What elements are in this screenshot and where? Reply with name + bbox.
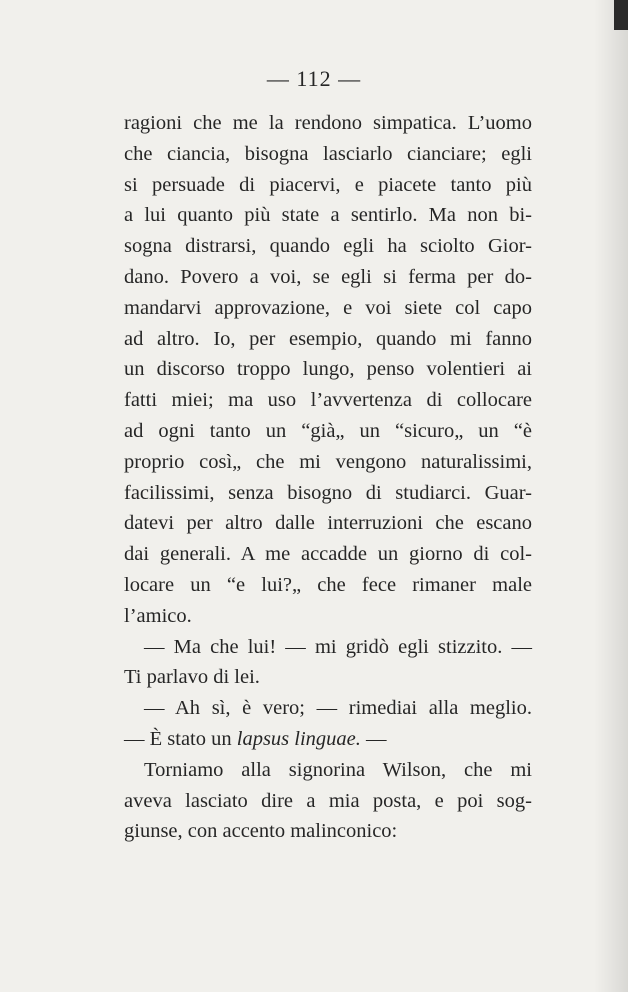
text-line-segment: sogna distrarsi, quando egli ha sciolto Gior- — [124, 235, 532, 258]
text-line-segment: proprio così„ che mi vengono naturalissimi, — [124, 450, 532, 473]
text-line-segment: — È stato un — [124, 727, 237, 750]
text-line — [124, 385, 532, 416]
text-line-segment: Torniamo alla signorina Wilson, che mi — [144, 758, 532, 781]
italic-phrase: lapsus linguae. — [236, 727, 361, 750]
text-line — [124, 231, 532, 262]
text-line-segment: — Ma che lui! — mi gridò egli stizzito. — — [144, 635, 532, 658]
text-line — [124, 478, 532, 509]
text-line — [124, 200, 532, 231]
text-line — [124, 662, 532, 693]
text-line — [124, 693, 532, 724]
text-line — [124, 632, 532, 663]
text-line-segment: dano. Povero a voi, se egli si ferma per do- — [124, 265, 532, 288]
text-line-segment: mandarvi approvazione, e voi siete col capo — [124, 296, 532, 319]
text-line-segment: fatti miei; ma uso l’avvertenza di collocare — [124, 389, 532, 412]
text-line — [124, 570, 532, 601]
text-line — [124, 786, 532, 817]
text-line-segment: — — [360, 727, 387, 750]
text-line-segment: facilissimi, senza bisogno di studiarci. Guar- — [124, 481, 532, 504]
text-line-segment: un discorso troppo lungo, penso volentieri ai — [124, 358, 532, 381]
text-line — [124, 170, 532, 201]
text-line-segment: — Ah sì, è vero; — rimediai alla meglio. — [144, 697, 532, 720]
text-line — [124, 816, 532, 847]
text-line-segment: ad ogni tanto un “già„ un “sicuro„ un “è — [124, 419, 532, 442]
text-line — [124, 108, 532, 139]
text-line — [124, 324, 532, 355]
text-line — [124, 416, 532, 447]
text-line-segment: si persuade di piacervi, e piacete tanto più — [124, 173, 532, 196]
text-line-segment: aveva lasciato dire a mia posta, e poi sog- — [124, 789, 532, 812]
body-text — [124, 108, 532, 847]
text-line-segment: che ciancia, bisogna lasciarlo cianciare; egli — [124, 142, 532, 165]
text-line-segment: l’amico. — [124, 604, 192, 627]
text-line-segment: ragioni che me la rendono simpatica. L’uomo — [124, 112, 532, 134]
text-line — [124, 755, 532, 786]
text-line — [124, 354, 532, 385]
text-line-segment: locare un “e lui?„ che fece rimaner male — [124, 573, 532, 596]
text-line-segment: dai generali. A me accadde un giorno di col- — [124, 543, 532, 566]
text-line-segment: ad altro. Io, per esempio, quando mi fanno — [124, 327, 532, 350]
text-line — [124, 293, 532, 324]
text-line-segment: datevi per altro dalle interruzioni che escano — [124, 512, 532, 535]
text-line — [124, 601, 532, 632]
text-line — [124, 139, 532, 170]
page-edge-shadow — [594, 0, 628, 992]
text-line-segment: giunse, con accento malinconico: — [124, 820, 398, 843]
text-line — [124, 508, 532, 539]
text-line — [124, 724, 532, 755]
text-line — [124, 447, 532, 478]
text-line — [124, 539, 532, 570]
text-line-segment: Ti parlavo di lei. — [124, 666, 260, 689]
text-line — [124, 262, 532, 293]
page-number: — 112 — — [266, 66, 362, 91]
text-line-segment: a lui quanto più state a sentirlo. Ma non bi- — [124, 204, 532, 227]
scan-edge-mark — [614, 0, 628, 30]
